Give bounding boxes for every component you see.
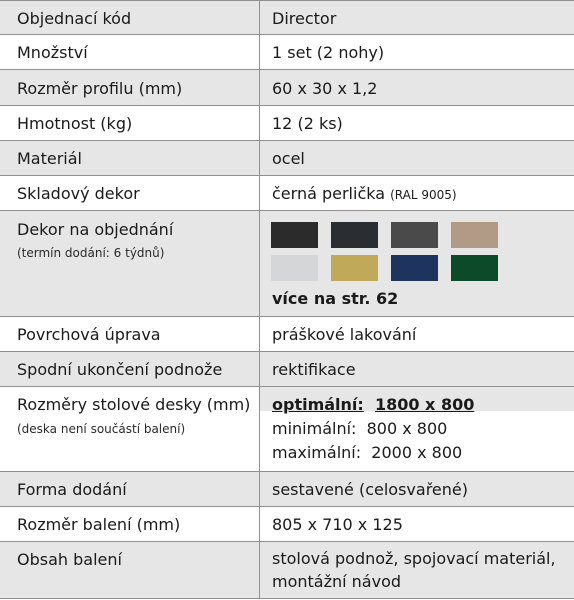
spec-row-surface-finish	[0, 317, 574, 352]
spec-row-order-code	[0, 0, 574, 35]
row-value: 1 set (2 nohy)	[272, 43, 385, 62]
row-label: Rozměr profilu (mm)	[17, 79, 183, 98]
maximum-line	[272, 443, 462, 463]
row-label: Skladový dekor	[17, 184, 140, 203]
stock-decor-ral: (RAL 9005)	[390, 188, 457, 202]
color-swatch-navy	[391, 255, 438, 281]
optimal-line	[272, 395, 474, 415]
row-value: práškové lakování	[272, 325, 417, 344]
row-label: Rozměry stolové desky (mm)	[17, 395, 251, 414]
color-swatch-dark-grey	[391, 222, 438, 248]
stock-decor-name: černá perlička	[272, 184, 386, 203]
spec-row-delivery-form	[0, 472, 574, 507]
spec-row-decor-on-order	[0, 211, 574, 317]
spec-row-quantity	[0, 35, 574, 70]
spec-row-package-contents	[0, 542, 574, 599]
row-value: 805 x 710 x 125	[272, 515, 403, 534]
row-label: Obsah balení	[17, 550, 122, 569]
row-label: Rozměr balení (mm)	[17, 515, 181, 534]
row-label: Forma dodání	[17, 480, 127, 499]
row-value-line-1: stolová podnož, spojovací materiál,	[272, 549, 556, 568]
maximum-value: 2000 x 800	[371, 443, 463, 462]
row-value: 12 (2 ks)	[272, 114, 343, 133]
row-label: Hmotnost (kg)	[17, 114, 133, 133]
spec-row-base-ending	[0, 352, 574, 387]
row-label: Objednací kód	[17, 9, 132, 28]
minimum-line	[272, 419, 447, 439]
color-swatch-green	[451, 255, 498, 281]
spec-row-material	[0, 141, 574, 176]
row-value: ocel	[272, 149, 305, 168]
maximum-label: maximální:	[272, 443, 362, 462]
row-label: Spodní ukončení podnože	[17, 360, 223, 379]
row-value	[272, 184, 457, 205]
minimum-label: minimální:	[272, 419, 357, 438]
color-swatch-beige	[451, 222, 498, 248]
row-value: Director	[272, 9, 337, 28]
row-value-line-2: montážní návod	[272, 572, 402, 591]
spec-row-stock-decor	[0, 176, 574, 211]
spec-row-profile-size	[0, 70, 574, 106]
spec-row-weight	[0, 106, 574, 141]
optimal-label: optimální:	[272, 395, 364, 414]
color-swatch-gold	[331, 255, 378, 281]
row-sublabel: (termín dodání: 6 týdnů)	[17, 246, 165, 260]
more-decors-link: více na str. 62	[272, 289, 399, 308]
row-value: 60 x 30 x 1,2	[272, 79, 378, 98]
spec-row-tabletop-dimensions	[0, 387, 574, 472]
row-label: Materiál	[17, 149, 82, 168]
row-sublabel: (deska není součástí balení)	[17, 422, 186, 436]
row-label: Povrchová úprava	[17, 325, 161, 344]
color-swatch-anthracite	[331, 222, 378, 248]
optimal-value: 1800 x 800	[374, 395, 475, 414]
row-label: Dekor na objednání	[17, 220, 174, 239]
row-value: sestavené (celosvařené)	[272, 480, 468, 499]
spec-row-package-size	[0, 507, 574, 542]
color-swatch-light-grey	[271, 255, 318, 281]
row-label: Množství	[17, 43, 88, 62]
color-swatch-black	[271, 222, 318, 248]
minimum-value: 800 x 800	[366, 419, 448, 438]
row-value: rektifikace	[272, 360, 356, 379]
